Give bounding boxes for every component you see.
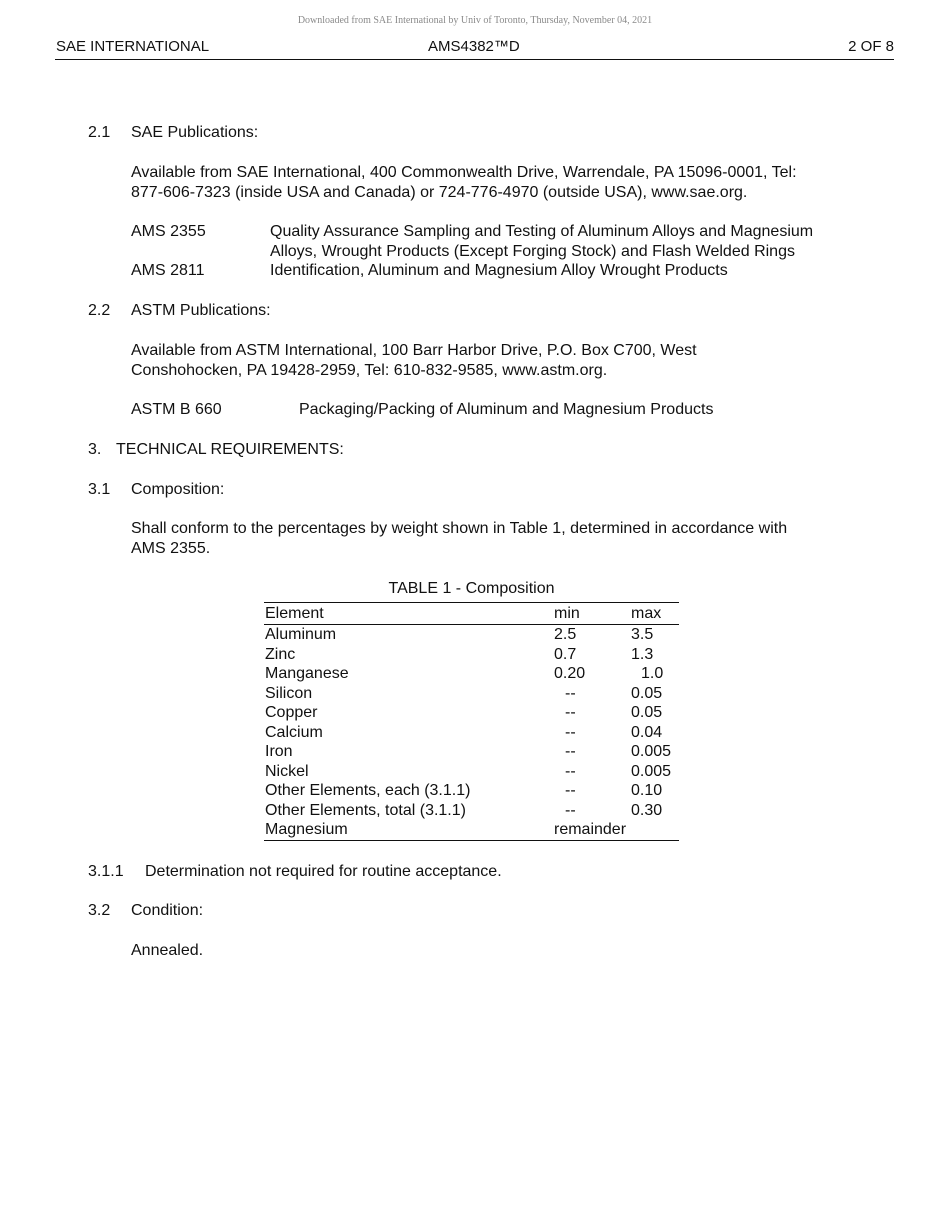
astm-availability-line-1: Available from ASTM International, 100 Barr Harbor Drive, P.O. Box C700, West bbox=[131, 342, 697, 359]
table-header-rule bbox=[264, 624, 679, 625]
table-cell-max: 0.05 bbox=[631, 704, 663, 721]
section-3-number: 3. bbox=[88, 441, 102, 458]
ref-title-ams-2355-line-2: Alloys, Wrought Products (Except Forging Stock) and Flash Welded Rings bbox=[270, 243, 795, 260]
table-cell-element: Magnesium bbox=[265, 821, 348, 838]
table-bottom-rule bbox=[264, 840, 679, 841]
section-2-1-number: 2.1 bbox=[88, 124, 111, 141]
ref-title-ams-2811: Identification, Aluminum and Magnesium Alloy Wrought Products bbox=[270, 262, 728, 279]
section-3-title: TECHNICAL REQUIREMENTS: bbox=[116, 441, 344, 458]
table-cell-min: 0.20 bbox=[554, 665, 586, 682]
table-cell-min: -- bbox=[565, 704, 576, 721]
table-cell-element: Manganese bbox=[265, 665, 349, 682]
table-cell-min: -- bbox=[565, 801, 576, 819]
table-cell-min: -- bbox=[565, 723, 576, 741]
table-cell-min: -- bbox=[565, 743, 576, 760]
table-cell-max: 3.5 bbox=[631, 626, 654, 643]
composition-text-line-1: Shall conform to the percentages by weight shown in Table 1, determined in accordance with bbox=[131, 520, 788, 537]
section-3-2-title: Condition: bbox=[131, 902, 204, 919]
table-cell-max: 1.3 bbox=[631, 645, 654, 663]
table-cell-element: Copper bbox=[265, 704, 318, 721]
header-organization: SAE INTERNATIONAL bbox=[56, 38, 210, 55]
ref-code-ams-2811: AMS 2811 bbox=[131, 262, 205, 279]
table-cell-element: Iron bbox=[265, 743, 293, 760]
section-3-2-number: 3.2 bbox=[88, 902, 111, 919]
header-document-id: AMS4382™D bbox=[428, 38, 520, 55]
ref-code-ams-2355: AMS 2355 bbox=[131, 223, 206, 240]
table-top-rule bbox=[264, 602, 679, 603]
sae-availability-line-2: 877-606-7323 (inside USA and Canada) or 724-776-4970 (outside USA), www.sae.org. bbox=[131, 184, 748, 201]
table-cell-min: 0.7 bbox=[554, 645, 577, 663]
table-cell-element: Silicon bbox=[265, 684, 313, 702]
table-cell-max: 0.005 bbox=[631, 743, 672, 760]
header-page-number: 2 OF 8 bbox=[848, 38, 894, 55]
table-cell-max: 0.10 bbox=[631, 782, 663, 799]
section-3-1-1-number: 3.1.1 bbox=[88, 863, 124, 880]
condition-text: Annealed. bbox=[131, 942, 204, 959]
table-cell-max: 1.0 bbox=[641, 665, 664, 682]
ref-title-astm-b660: Packaging/Packing of Aluminum and Magnesium Products bbox=[299, 401, 714, 418]
table-cell-element: Zinc bbox=[265, 645, 296, 663]
header-rule bbox=[55, 59, 894, 60]
astm-availability-line-2: Conshohocken, PA 19428-2959, Tel: 610-832-9585, www.astm.org. bbox=[131, 362, 608, 379]
table-cell-element: Other Elements, total (3.1.1) bbox=[265, 801, 466, 819]
table-cell-max: 0.30 bbox=[631, 801, 663, 819]
table-cell-element: Other Elements, each (3.1.1) bbox=[265, 782, 471, 799]
table-cell-min: -- bbox=[565, 762, 576, 780]
download-watermark: Downloaded from SAE International by Univ of Toronto, Thursday, November 04, 2021 bbox=[297, 15, 653, 26]
table-cell-max: 0.05 bbox=[631, 684, 663, 702]
table-cell-min: -- bbox=[565, 684, 576, 702]
section-3-1-1-text: Determination not required for routine acceptance. bbox=[145, 863, 502, 880]
section-2-2-title: ASTM Publications: bbox=[131, 302, 271, 319]
sae-availability-line-1: Available from SAE International, 400 Commonwealth Drive, Warrendale, PA 15096-0001, Tel: bbox=[131, 164, 797, 181]
table-header-min: min bbox=[554, 605, 580, 622]
ref-title-ams-2355-line-1: Quality Assurance Sampling and Testing of Aluminum Alloys and Magnesium bbox=[270, 223, 814, 240]
section-3-1-title: Composition: bbox=[131, 481, 225, 498]
table-cell-min: -- bbox=[565, 782, 576, 799]
section-2-1-title: SAE Publications: bbox=[131, 124, 259, 141]
table-caption: TABLE 1 - Composition bbox=[388, 580, 555, 597]
table-cell-min: 2.5 bbox=[554, 626, 577, 643]
table-cell-element: Aluminum bbox=[265, 626, 337, 643]
table-cell-element: Calcium bbox=[265, 723, 323, 741]
section-2-2-number: 2.2 bbox=[88, 302, 111, 319]
table-header-element: Element bbox=[265, 605, 324, 622]
table-cell-max: 0.04 bbox=[631, 723, 663, 741]
section-3-1-number: 3.1 bbox=[88, 481, 111, 498]
table-cell-element: Nickel bbox=[265, 762, 309, 780]
table-header-max: max bbox=[631, 605, 662, 622]
composition-text-line-2: AMS 2355. bbox=[131, 540, 211, 557]
table-cell-min: remainder bbox=[554, 821, 627, 838]
table-cell-max: 0.005 bbox=[631, 762, 672, 780]
ref-code-astm-b660: ASTM B 660 bbox=[131, 401, 222, 418]
